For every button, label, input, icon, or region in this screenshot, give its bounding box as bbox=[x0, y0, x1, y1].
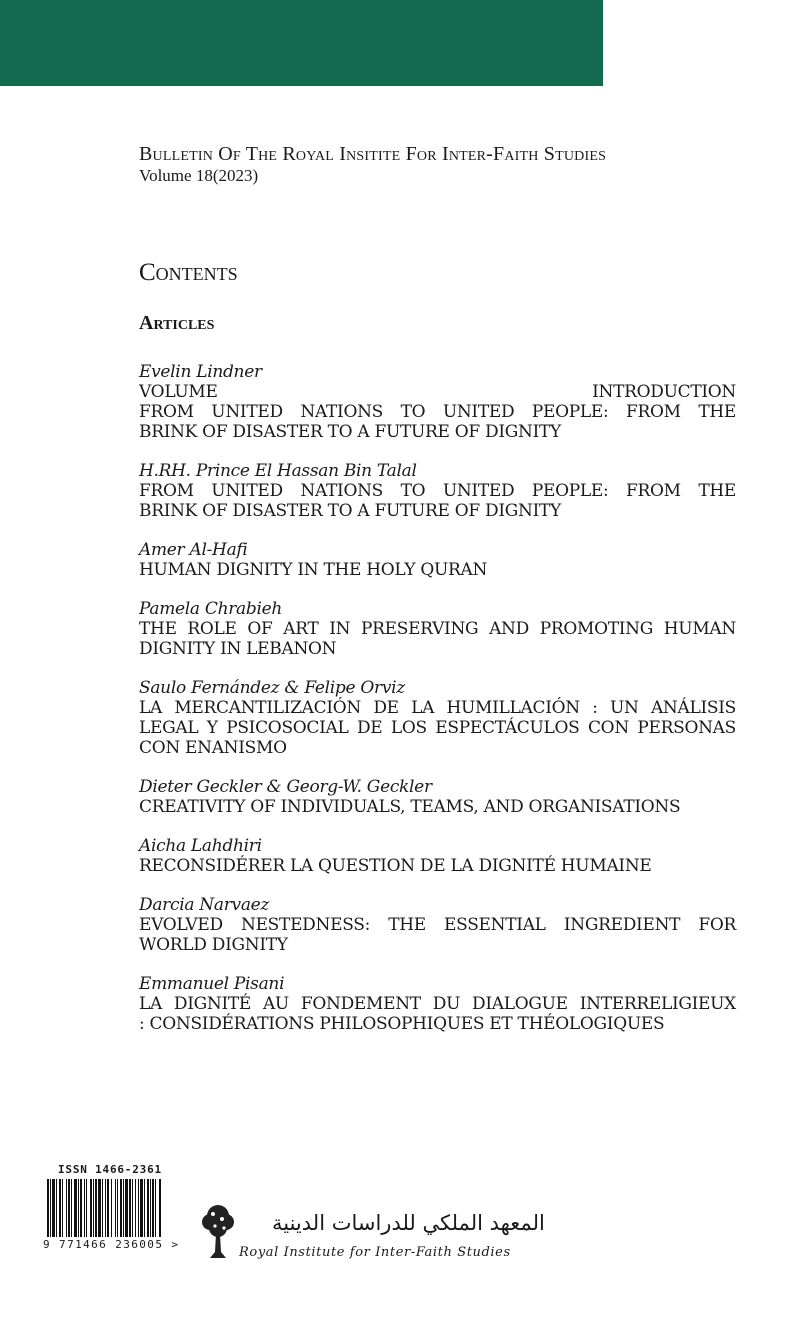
barcode-bar bbox=[107, 1179, 109, 1237]
barcode-bar bbox=[152, 1179, 154, 1237]
barcode-bar bbox=[140, 1179, 143, 1237]
article-list bbox=[139, 362, 736, 1053]
barcode-bar bbox=[71, 1179, 72, 1237]
barcode-bar bbox=[86, 1179, 87, 1237]
article-author: Amer Al-Hafi bbox=[139, 540, 248, 560]
top-color-band bbox=[0, 0, 603, 86]
barcode-bar bbox=[47, 1179, 49, 1237]
barcode-bar bbox=[93, 1179, 94, 1237]
contents-heading: Contents bbox=[139, 259, 238, 286]
barcode-bar bbox=[150, 1179, 151, 1237]
article-title-line: HUMAN DIGNITY IN THE HOLY QURAN bbox=[139, 560, 488, 580]
article-entry bbox=[139, 540, 736, 580]
article-author: Dieter Geckler & Georg-W. Geckler bbox=[139, 777, 432, 797]
barcode-bar bbox=[95, 1179, 97, 1237]
article-title-line: LEGAL Y PSICOSOCIAL DE LOS ESPECTÁCULOS CON PERSONAS bbox=[139, 718, 736, 738]
articles-heading: Articles bbox=[139, 312, 215, 334]
article-entry bbox=[139, 895, 736, 955]
article-author: Aicha Lahdhiri bbox=[139, 836, 262, 856]
barcode-bar bbox=[115, 1179, 116, 1237]
article-title-line: LA MERCANTILIZACIÓN DE LA HUMILLACIÓN : UN ANÁLISIS bbox=[139, 698, 736, 718]
barcode-bar bbox=[68, 1179, 70, 1237]
barcode bbox=[43, 1179, 179, 1237]
article-title-line: BRINK OF DISASTER TO A FUTURE OF DIGNITY bbox=[139, 422, 561, 442]
article-title-line: EVOLVED NESTEDNESS: THE ESSENTIAL INGREDIENT FOR bbox=[139, 915, 736, 935]
article-entry bbox=[139, 461, 736, 521]
barcode-number: 9 771466 236005 > bbox=[43, 1238, 180, 1251]
barcode-bar bbox=[56, 1179, 57, 1237]
barcode-bar bbox=[135, 1179, 136, 1237]
article-title-line: LA DIGNITÉ AU FONDEMENT DU DIALOGUE INTERRELIGIEUX bbox=[139, 994, 736, 1014]
barcode-bar bbox=[59, 1179, 61, 1237]
publisher-logo bbox=[200, 1200, 560, 1270]
barcode-bar bbox=[159, 1179, 161, 1237]
logo-english-text: Royal Institute for Inter-Faith Studies bbox=[239, 1245, 511, 1260]
article-author: H.RH. Prince El Hassan Bin Talal bbox=[139, 461, 417, 481]
article-entry bbox=[139, 599, 736, 659]
article-title-line: BRINK OF DISASTER TO A FUTURE OF DIGNITY bbox=[139, 501, 561, 521]
article-author: Pamela Chrabieh bbox=[139, 599, 283, 619]
barcode-bar bbox=[78, 1179, 79, 1237]
barcode-bar bbox=[147, 1179, 149, 1237]
article-author: Emmanuel Pisani bbox=[139, 974, 285, 994]
article-entry bbox=[139, 362, 736, 442]
article-title-line: : CONSIDÉRATIONS PHILOSOPHIQUES ET THÉOLOGIQUES bbox=[139, 1014, 665, 1034]
barcode-bar bbox=[138, 1179, 139, 1237]
barcode-bar bbox=[102, 1179, 103, 1237]
barcode-bar bbox=[129, 1179, 131, 1237]
barcode-bar bbox=[105, 1179, 106, 1237]
barcode-bar bbox=[90, 1179, 92, 1237]
issn-label: ISSN 1466-2361 bbox=[58, 1163, 162, 1176]
logo-arabic-text: المعهد الملكي للدراسات الدينية bbox=[272, 1211, 545, 1235]
barcode-bar bbox=[111, 1179, 112, 1237]
barcode-bar bbox=[80, 1179, 82, 1237]
article-entry bbox=[139, 678, 736, 758]
barcode-bar bbox=[98, 1179, 101, 1237]
article-title-line: FROM UNITED NATIONS TO UNITED PEOPLE: FROM THE bbox=[139, 402, 736, 422]
tree-logo-icon bbox=[200, 1202, 236, 1264]
barcode-bar bbox=[123, 1179, 124, 1237]
article-title-line: DIGNITY IN LEBANON bbox=[139, 639, 337, 659]
barcode-bar bbox=[66, 1179, 67, 1237]
journal-volume: Volume 18(2023) bbox=[139, 166, 259, 185]
article-author: Evelin Lindner bbox=[139, 362, 262, 382]
article-entry bbox=[139, 836, 736, 876]
barcode-bar bbox=[155, 1179, 156, 1237]
barcode-bar bbox=[120, 1179, 122, 1237]
article-author: Saulo Fernández & Felipe Orviz bbox=[139, 678, 405, 698]
barcode-bar bbox=[50, 1179, 51, 1237]
article-title-line: CON ENANISMO bbox=[139, 738, 287, 758]
article-title-line: VOLUME INTRODUCTION bbox=[139, 382, 736, 402]
journal-title: Bulletin Of The Royal Insitite For Inter-Faith Studies bbox=[139, 143, 607, 165]
barcode-bar bbox=[62, 1179, 63, 1237]
article-title-line: WORLD DIGNITY bbox=[139, 935, 288, 955]
barcode-bar bbox=[84, 1179, 85, 1237]
barcode-bar bbox=[144, 1179, 145, 1237]
article-author: Darcia Narvaez bbox=[139, 895, 270, 915]
article-title-line: THE ROLE OF ART IN PRESERVING AND PROMOTING HUMAN bbox=[139, 619, 736, 639]
barcode-bar bbox=[132, 1179, 133, 1237]
article-title-line: CREATIVITY OF INDIVIDUALS, TEAMS, AND ORGANISATIONS bbox=[139, 797, 681, 817]
article-title-line: FROM UNITED NATIONS TO UNITED PEOPLE: FROM THE bbox=[139, 481, 736, 501]
article-entry bbox=[139, 974, 736, 1034]
barcode-block bbox=[43, 1163, 183, 1251]
article-entry bbox=[139, 777, 736, 817]
barcode-bar bbox=[117, 1179, 118, 1237]
barcode-bar bbox=[74, 1179, 77, 1237]
barcode-bar bbox=[52, 1179, 55, 1237]
article-title-line: RECONSIDÉRER LA QUESTION DE LA DIGNITÉ HUMAINE bbox=[139, 856, 652, 876]
journal-header bbox=[139, 142, 759, 186]
barcode-bar bbox=[125, 1179, 128, 1237]
